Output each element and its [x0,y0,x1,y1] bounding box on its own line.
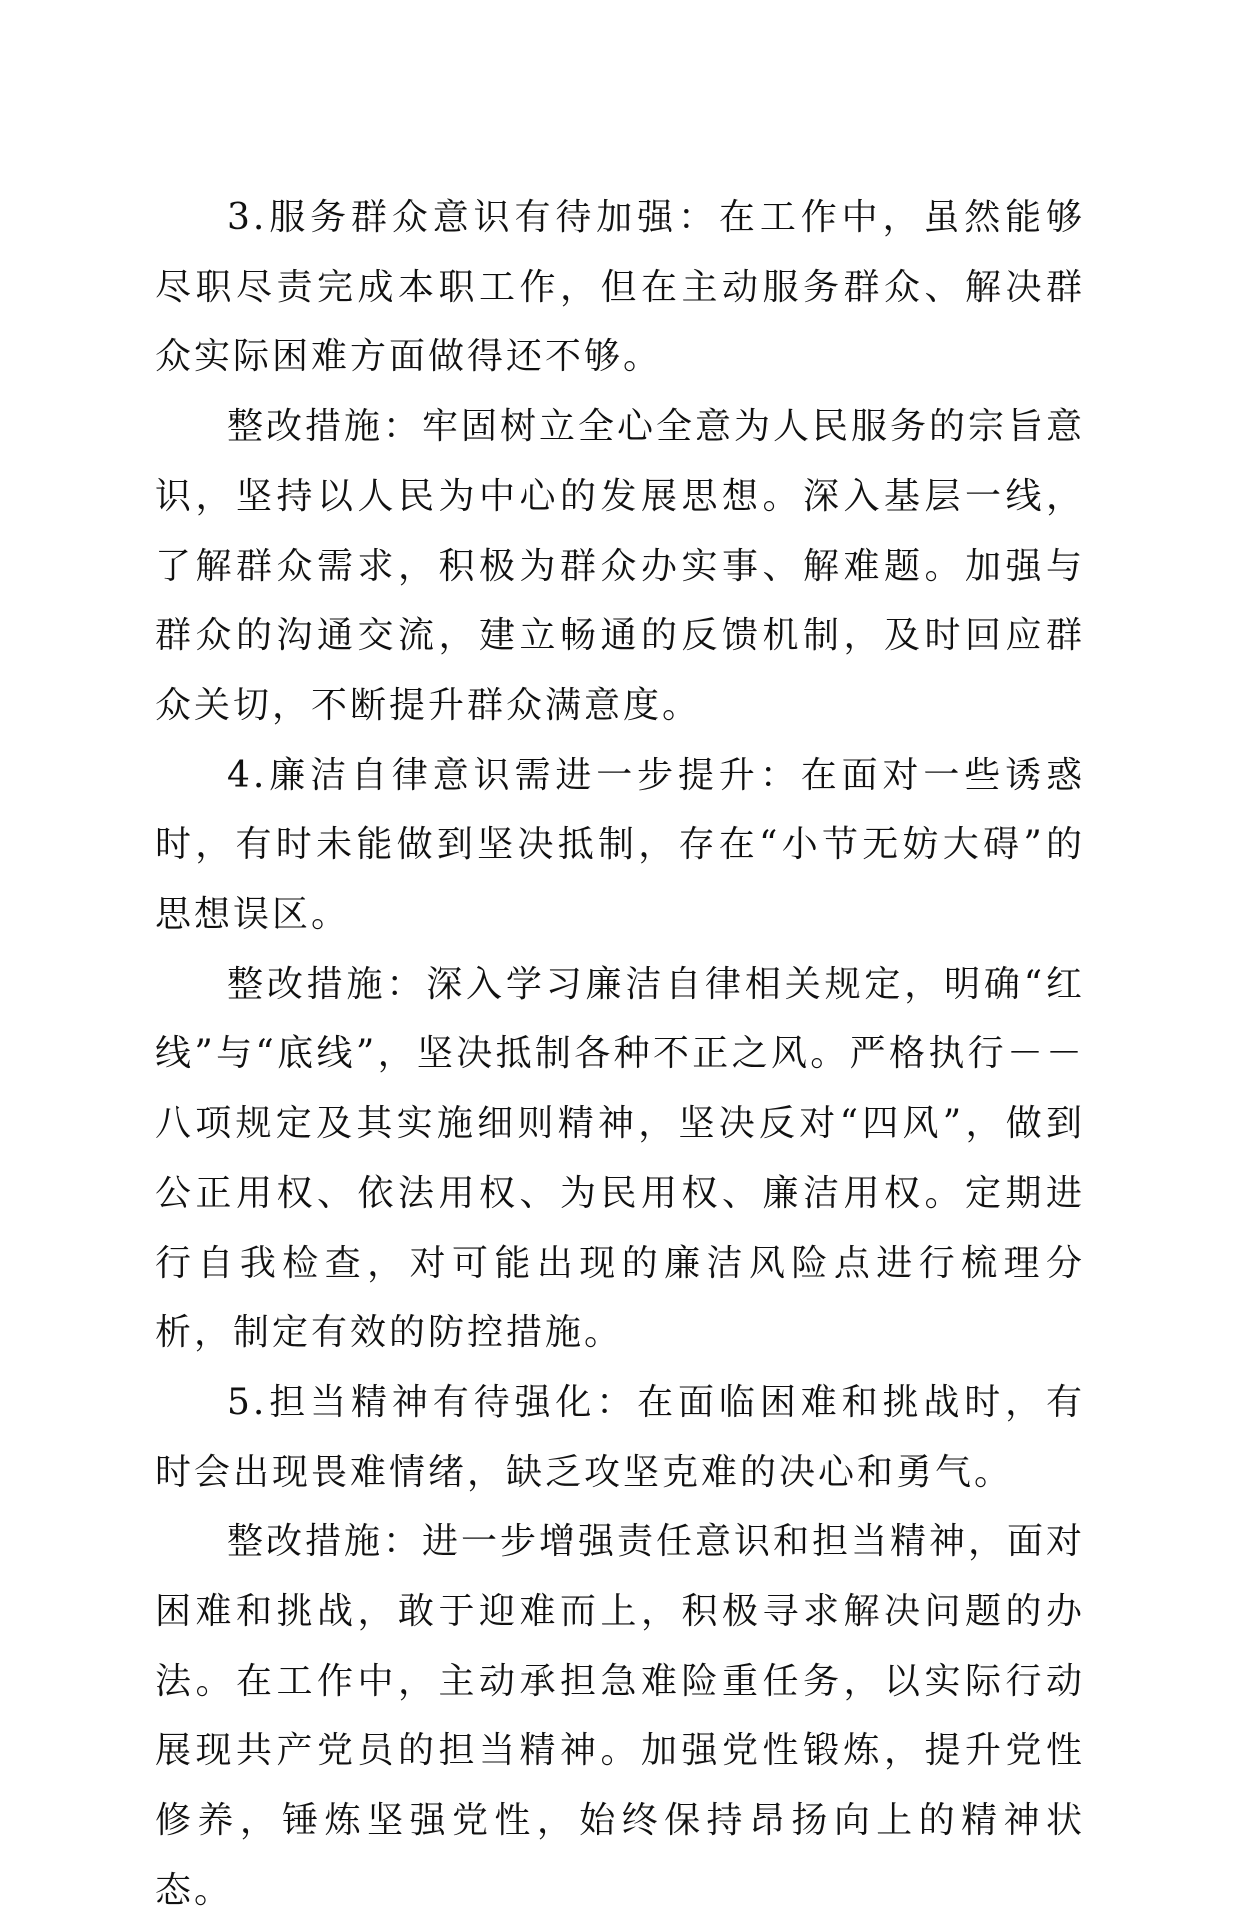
issue-5-rectification-paragraph: 整改措施：进一步增强责任意识和担当精神，面对困难和挑战，敢于迎难而上，积极寻求解决问题的办法。在工作中，主动承担急难险重任务，以实际行动展现共产党员的担当精神。加强党性锻炼，提升党性修养，锤炼坚强党性，始终保持昂扬向上的精神状态。 [155,1521,1086,1911]
document-body [155,183,1085,1926]
issue-4-paragraph: 4.廉洁自律意识需进一步提升：在面对一些诱惑时，有时未能做到坚决抵制，存在“小节无妨大碍”的思想误区。 [155,754,1085,936]
issue-5-paragraph: 5.担当精神有待强化：在面临困难和挑战时，有时会出现畏难情绪，缺乏攻坚克难的决心和勇气。 [155,1381,1085,1493]
issue-3-paragraph: 3.服务群众意识有待加强：在工作中，虽然能够尽职尽责完成本职工作，但在主动服务群众、解决群众实际困难方面做得还不够。 [155,197,1085,378]
issue-4-rectification-paragraph: 整改措施：深入学习廉洁自律相关规定，明确“红线”与“底线”，坚决抵制各种不正之风。严格执行－－八项规定及其实施细则精神，坚决反对“四风”，做到公正用权、依法用权、为民用权、廉洁用权。定期进行自我检查，对可能出现的廉洁风险点进行梳理分析，制定有效的防控措施。 [155,963,1085,1354]
issue-3-rectification-paragraph: 整改措施：牢固树立全心全意为人民服务的宗旨意识，坚持以人民为中心的发展思想。深入基层一线，了解群众需求，积极为群众办实事、解难题。加强与群众的沟通交流，建立畅通的反馈机制，及时回应群众关切，不断提升群众满意度。 [155,406,1086,726]
